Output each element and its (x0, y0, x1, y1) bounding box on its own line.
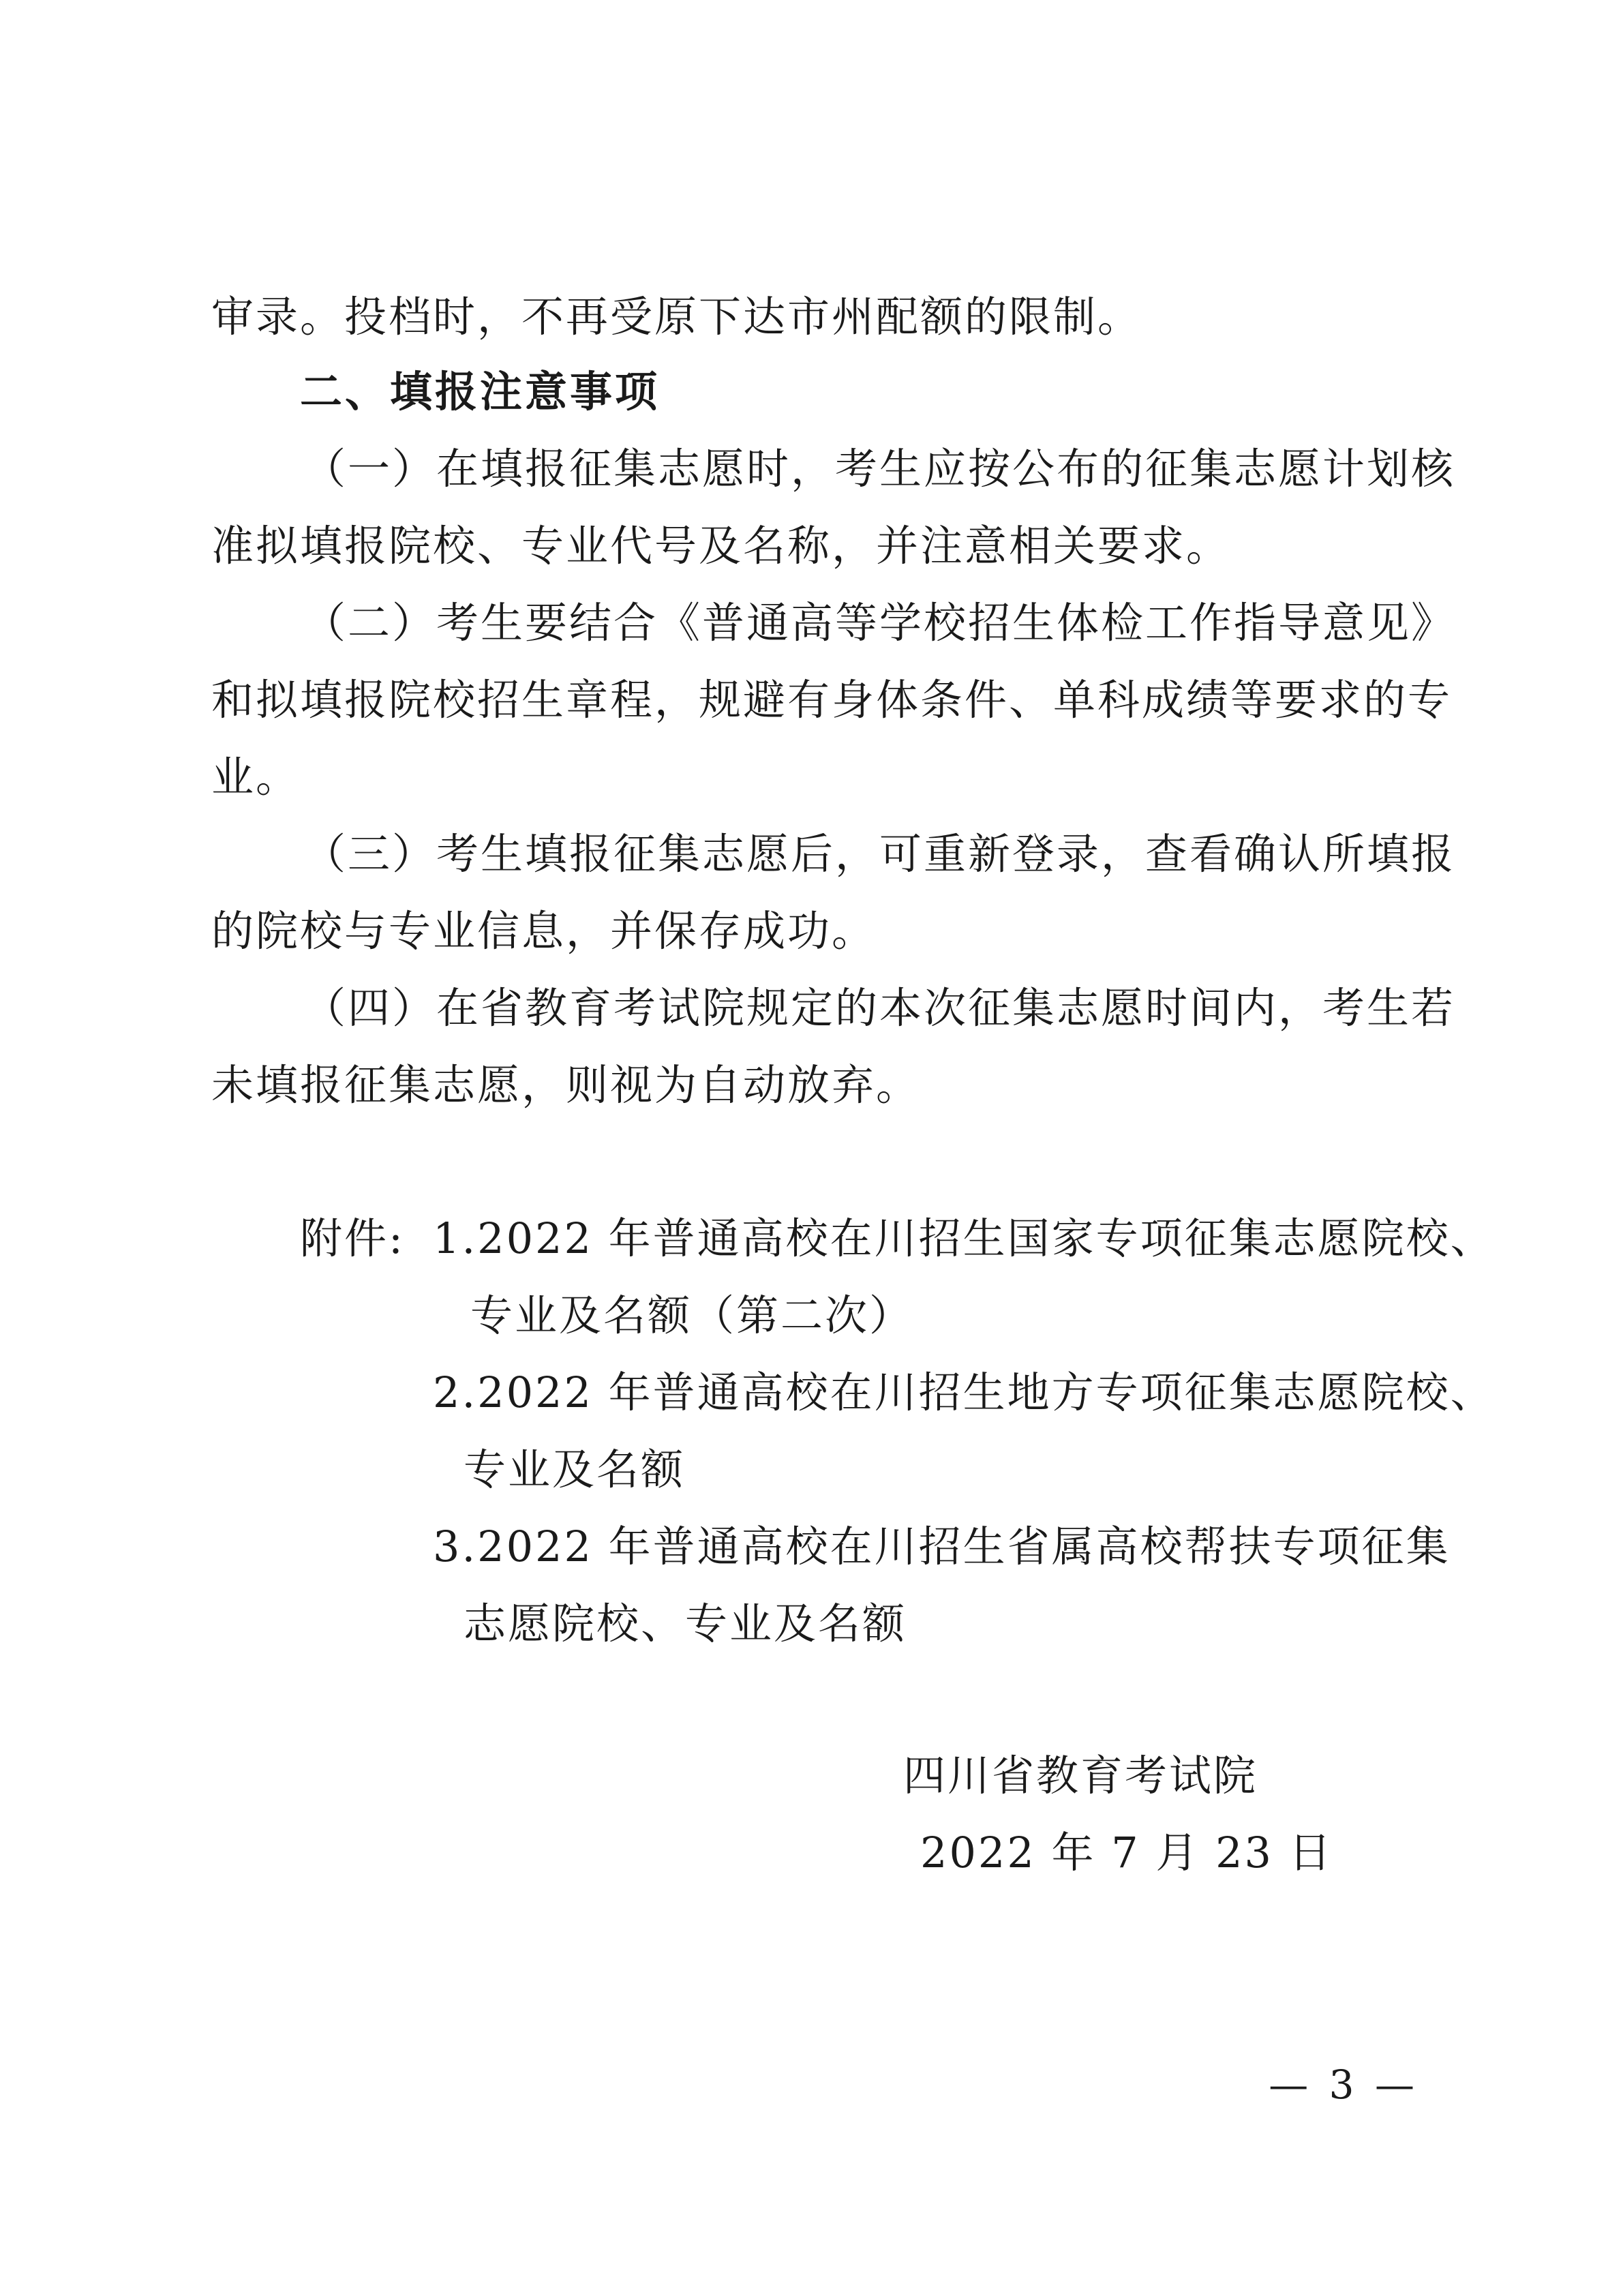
item-1-line-1: （一）在填报征集志愿时，考生应按公布的征集志愿计划核 (303, 444, 1456, 494)
attachment-2-line-2: 专业及名额 (464, 1445, 686, 1494)
item-3-line-2: 的院校与专业信息，并保存成功。 (211, 906, 877, 956)
attachment-1-line-1: 1.2022 年普通高校在川招生国家专项征集志愿院校、 (433, 1213, 1495, 1263)
attachment-3-line-1: 3.2022 年普通高校在川招生省属高校帮扶专项征集 (433, 1522, 1451, 1571)
item-4-line-2: 未填报征集志愿，则视为自动放弃。 (211, 1060, 921, 1110)
page-number: — 3 — (1269, 2061, 1419, 2108)
attachment-3-line-2: 志愿院校、专业及名额 (464, 1599, 907, 1648)
paragraph-continuation: 审录。投档时，不再受原下达市州配额的限制。 (211, 292, 1142, 342)
section-heading: 二、填报注意事项 (300, 367, 661, 417)
item-1-line-2: 准拟填报院校、专业代号及名称，并注意相关要求。 (211, 521, 1231, 571)
attachment-1-line-2: 专业及名额（第二次） (470, 1290, 914, 1340)
attachments-label: 附件: (300, 1213, 405, 1263)
item-4-line-1: （四）在省教育考试院规定的本次征集志愿时间内，考生若 (303, 983, 1456, 1033)
item-2-line-2: 和拟填报院校招生章程，规避有身体条件、单科成绩等要求的专 (211, 675, 1453, 725)
item-2-line-3: 业。 (211, 752, 301, 802)
signature-organization: 四川省教育考试院 (903, 1751, 1258, 1800)
item-3-line-1: （三）考生填报征集志愿后，可重新登录，查看确认所填报 (303, 829, 1456, 879)
signature-date: 2022 年 7 月 23 日 (920, 1828, 1333, 1877)
attachment-2-line-1: 2.2022 年普通高校在川招生地方专项征集志愿院校、 (433, 1368, 1495, 1417)
item-2-line-1: （二）考生要结合《普通高等学校招生体检工作指导意见》 (303, 598, 1456, 648)
